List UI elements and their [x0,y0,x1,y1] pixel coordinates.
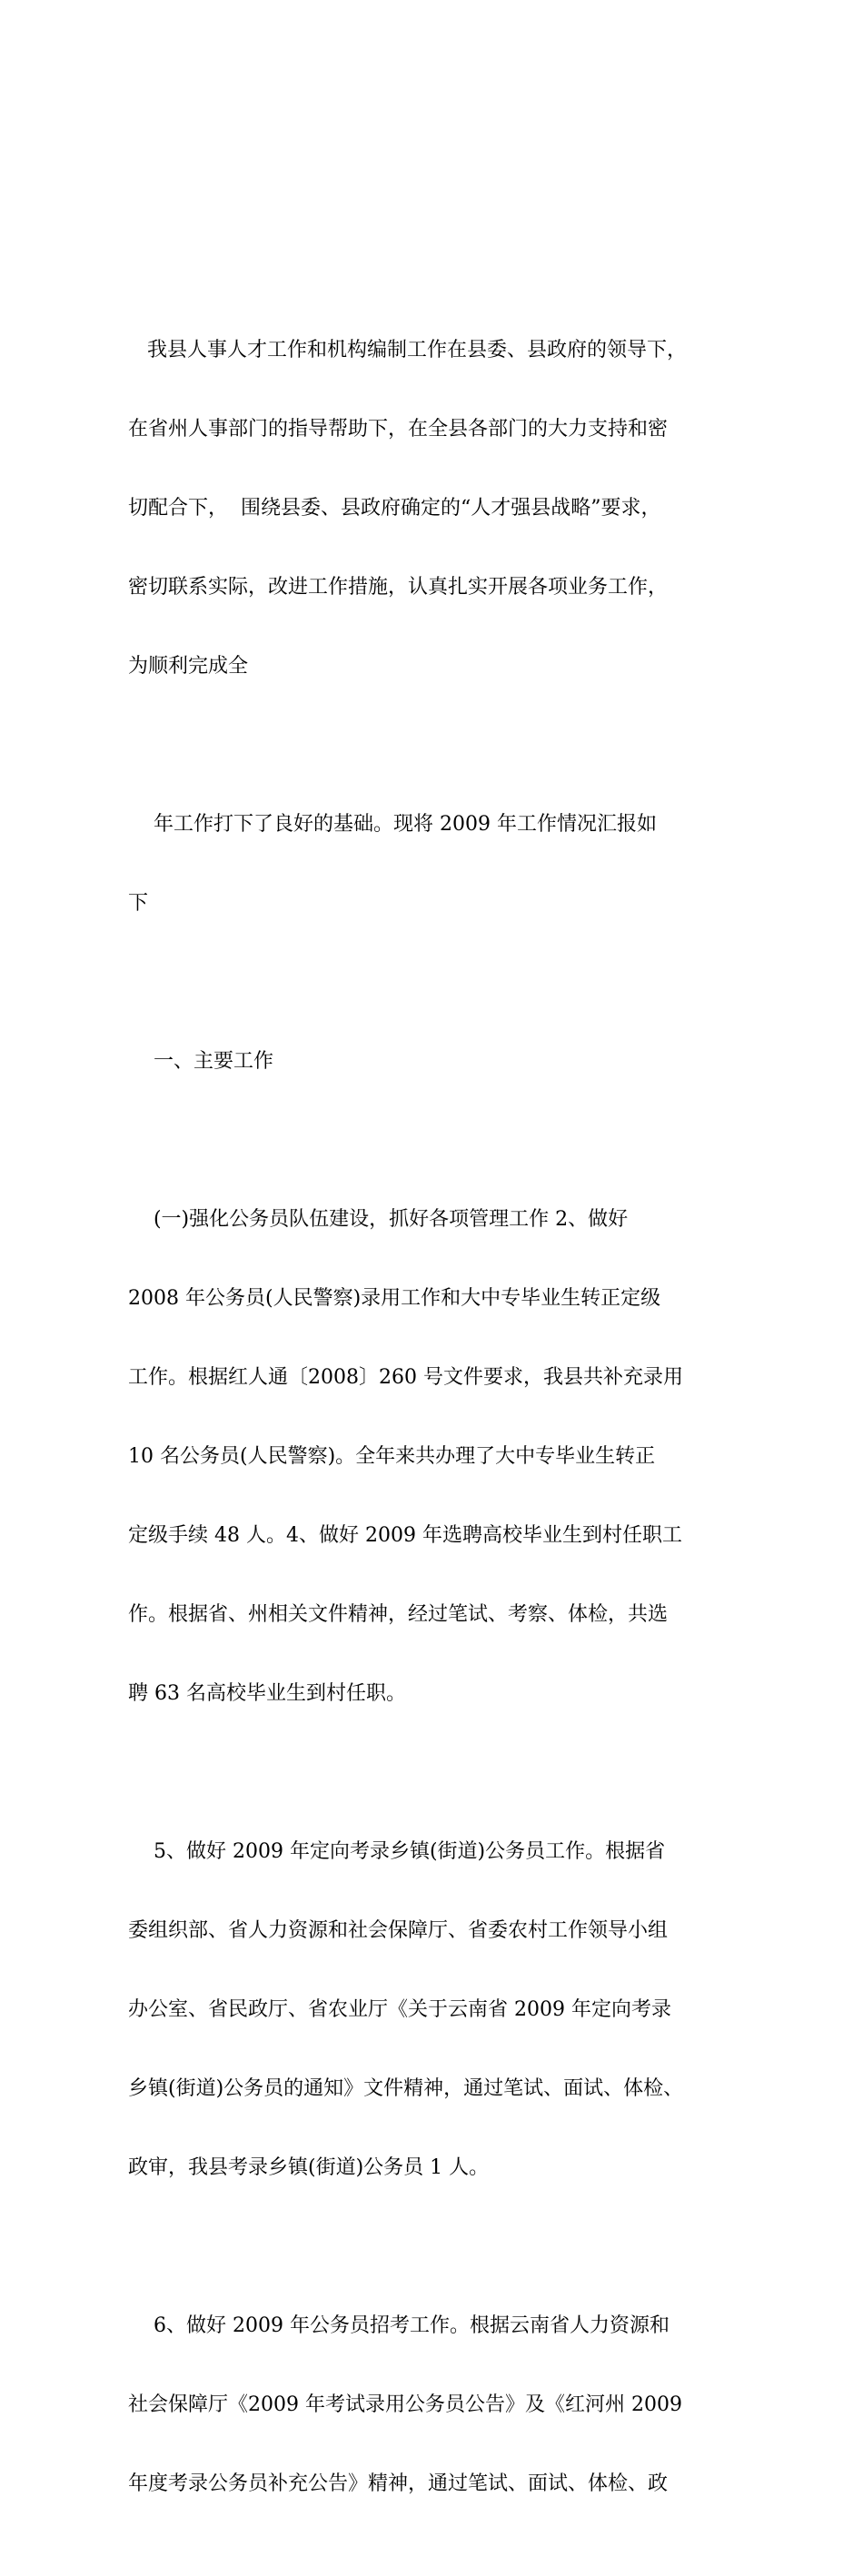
text-line: 工作。根据红人通〔2008〕260 号文件要求，我县共补充录用 [128,1366,683,1389]
text-line: 为顺利完成全 [128,655,249,678]
text-line: 一、主要工作 [128,1050,273,1073]
text-line: 2008 年公务员(人民警察)录用工作和大中专毕业生转正定级 [128,1287,661,1310]
text-line: 年工作打下了良好的基础。现将 2009 年工作情况汇报如 [128,813,657,836]
text-line: 聘 63 名高校毕业生到村任职。 [128,1682,406,1705]
text-line: 定级手续 48 人。4、做好 2009 年选聘高校毕业生到村任职工 [128,1524,682,1547]
paragraph-township-recruitment [128,1786,755,2234]
paragraph-civil-servant-team [128,1154,755,1759]
text-line: 乡镇(街道)公务员的通知》文件精神，通过笔试、面试、体检、 [128,2077,684,2100]
text-line: 委组织部、省人力资源和社会保障厅、省委农村工作领导小组 [128,1919,669,1942]
text-line: 年度考录公务员补充公告》精神，通过笔试、面试、体检、政 [128,2472,669,2495]
text-line: (一)强化公务员队伍建设，抓好各项管理工作 2、做好 [128,1208,629,1231]
text-line: 6、做好 2009 年公务员招考工作。根据云南省人力资源和 [128,2314,670,2337]
text-line: 5、做好 2009 年定向考录乡镇(街道)公务员工作。根据省 [128,1840,666,1863]
text-line: 密切联系实际，改进工作措施，认真扎实开展各项业务工作， [128,576,669,599]
document-body [128,284,755,2576]
paragraph-civil-service-exam [128,2260,755,2550]
paragraph-report-intro [128,758,755,969]
paragraph-intro [128,284,755,732]
text-line: 切配合下， 围绕县委、县政府确定的“人才强县战略”要求， [128,497,661,520]
text-line: 下 [128,892,149,915]
text-line: 社会保障厅《2009 年考试录用公务员公告》及《红河州 2009 [128,2393,682,2416]
text-line: 作。根据省、州相关文件精神，经过笔试、考察、体检，共选 [128,1603,669,1626]
text-line: 政审，我县考录乡镇(街道)公务员 1 人。 [128,2156,490,2179]
text-line: 在省州人事部门的指导帮助下，在全县各部门的大力支持和密 [128,418,669,441]
section-heading-main-work [128,996,755,1127]
text-line: 办公室、省民政厅、省农业厅《关于云南省 2009 年定向考录 [128,1998,671,2021]
text-line: 我县人事人才工作和机构编制工作在县委、县政府的领导下， [128,339,687,362]
text-line: 10 名公务员(人民警察)。全年来共办理了大中专毕业生转正 [128,1445,656,1468]
